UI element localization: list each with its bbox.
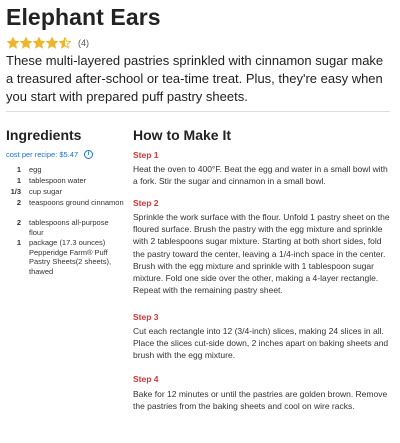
star-icon bbox=[33, 37, 45, 49]
step-text: Sprinkle the work surface with the flour. Unfold 1 pastry sheet on the floured surface. Brush the pastry with the egg mixture and sprinkle with 2 tablespoons sugar mixture. Starting at both short sides, fold the pastry toward the center, leaving a 1/4-inch space in the center. Brush with the egg mixture and sprinkle with 1 tablespoon sugar mixture. Fold one side over the other, making a 4-layer rectangle. Repeat with the remaining pastry sheet. bbox=[133, 212, 390, 296]
ingredient-quantity: 2 bbox=[16, 198, 21, 207]
cost-label: cost per recipe: $5.47 bbox=[6, 150, 79, 159]
star-rating[interactable] bbox=[7, 36, 89, 50]
star-icon bbox=[59, 37, 71, 49]
cost-per-recipe bbox=[6, 150, 93, 159]
step-text: Cut each rectangle into 12 (3/4-inch) slices, making 24 slices in all. Place the slices cut-side down, 2 inches apart on baking sheets and brush with the egg mixture. bbox=[133, 326, 389, 361]
step-text: Heat the oven to 400°F. Beat the egg and water in a small bowl with a fork. Stir the sugar and cinnamon in a small bowl. bbox=[133, 164, 388, 187]
ingredient-item bbox=[6, 165, 124, 175]
ingredient-quantity: 2 bbox=[16, 218, 21, 227]
rating-count[interactable]: (4) bbox=[78, 38, 89, 48]
step-label: Step 2 bbox=[133, 198, 159, 208]
info-icon[interactable]: i bbox=[84, 150, 93, 159]
step-label: Step 3 bbox=[133, 312, 159, 322]
ingredient-quantity: 1/3 bbox=[10, 187, 21, 196]
ingredients-heading: Ingredients bbox=[6, 127, 82, 143]
step-label: Step 4 bbox=[133, 374, 159, 384]
star-icon bbox=[20, 37, 32, 49]
ingredient-item bbox=[6, 238, 124, 276]
ingredient-name: package (17.3 ounces) Pepperidge Farm® Puff Pastry Sheets(2 sheets), thawed bbox=[29, 238, 112, 276]
step-label: Step 1 bbox=[133, 150, 159, 160]
ingredient-item bbox=[6, 176, 124, 186]
ingredient-quantity: 1 bbox=[16, 165, 21, 174]
ingredient-item bbox=[6, 187, 124, 197]
ingredient-quantity: 1 bbox=[16, 238, 21, 247]
ingredient-item bbox=[6, 198, 124, 208]
star-icon bbox=[7, 37, 19, 49]
ingredient-name: cup sugar bbox=[29, 187, 62, 196]
recipe-description: These multi-layered pastries sprinkled with cinnamon sugar make a treasured after-school or tea-time treat. Plus, they're easy when you start with prepared puff pastry sheets. bbox=[6, 53, 384, 104]
ingredient-name: teaspoons ground cinnamon bbox=[29, 198, 124, 207]
ingredient-quantity: 1 bbox=[16, 176, 21, 185]
section-divider bbox=[6, 111, 390, 112]
ingredient-name: egg bbox=[29, 165, 42, 174]
ingredient-item bbox=[6, 218, 124, 237]
step-text: Bake for 12 minutes or until the pastries are golden brown. Remove the pastries from the baking sheets and cool on wire racks. bbox=[133, 389, 388, 412]
star-icon bbox=[46, 37, 58, 49]
recipe-title: Elephant Ears bbox=[6, 4, 161, 30]
ingredient-name: tablespoons all-purpose flour bbox=[29, 218, 109, 237]
directions-heading: How to Make It bbox=[133, 127, 232, 143]
ingredient-name: tablespoon water bbox=[29, 176, 87, 185]
